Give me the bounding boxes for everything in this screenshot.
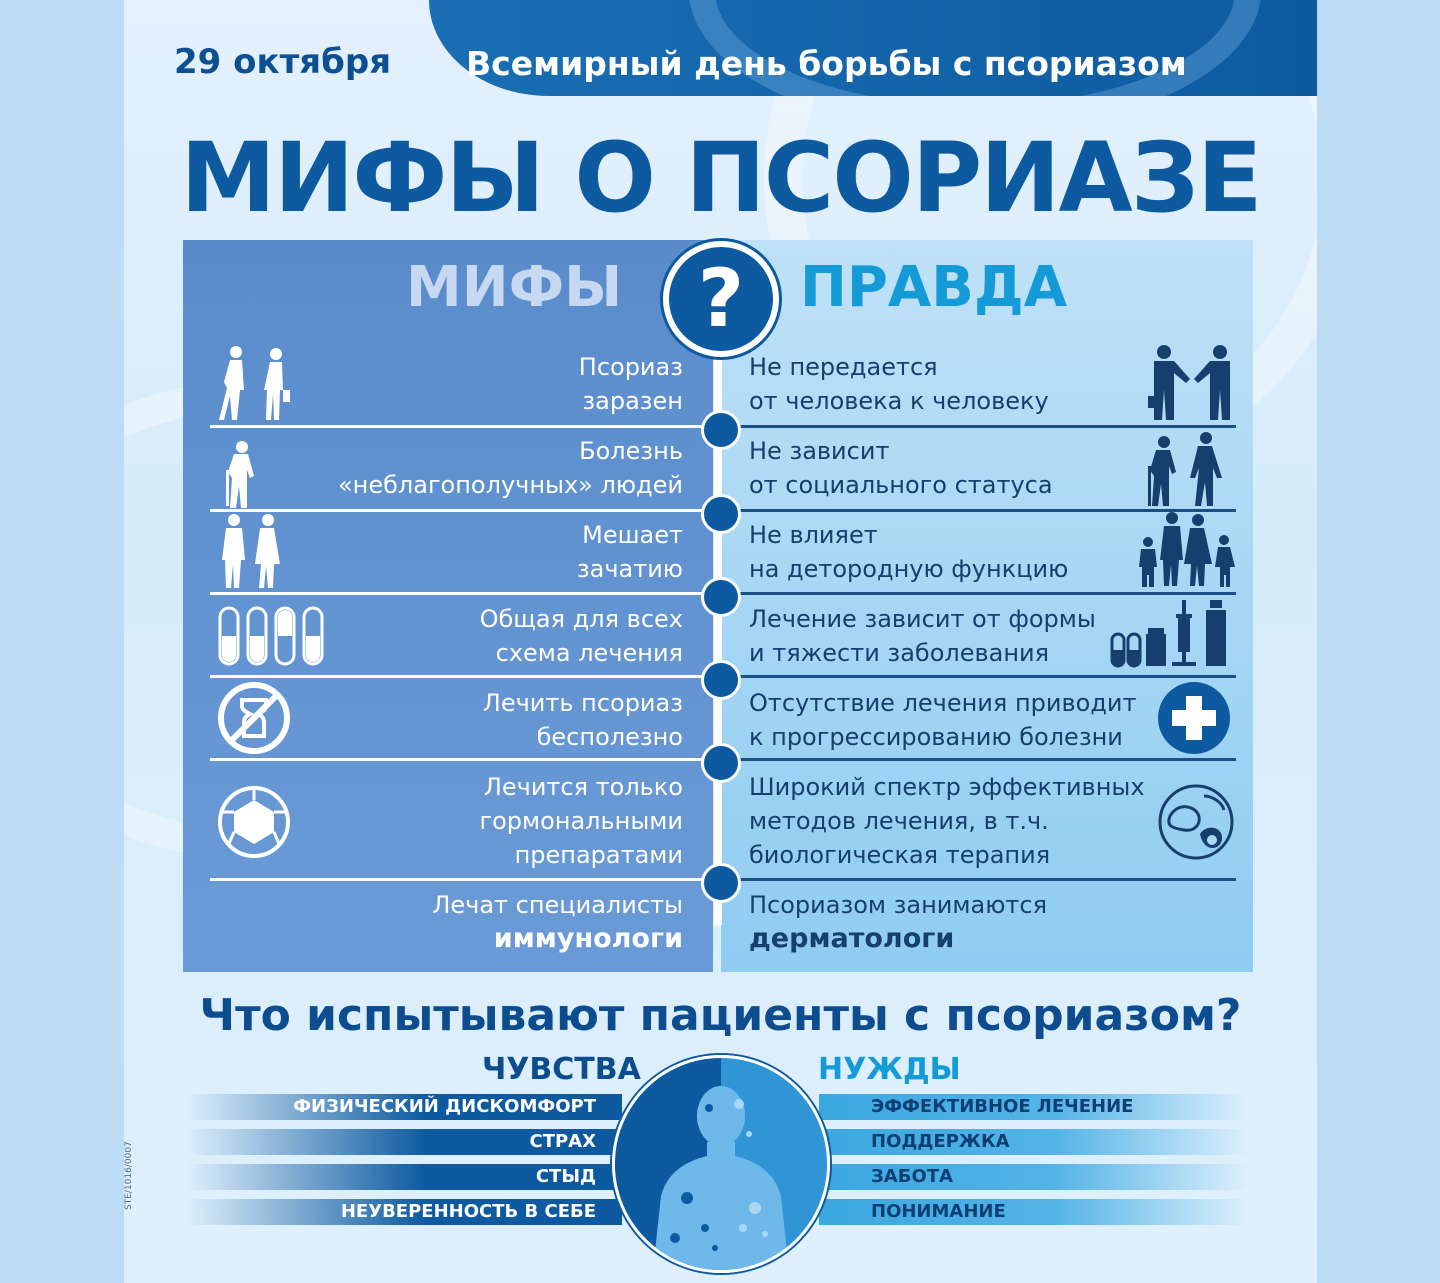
row-separator <box>210 758 710 761</box>
feeling-bar: СТРАХ <box>186 1129 622 1155</box>
truth-text: Не влияет на детородную функцию <box>749 521 1069 583</box>
myth-text: Болезнь «неблагополучных» людей <box>337 437 683 499</box>
patients-question: Что испытывают пациенты с псориазом? <box>199 990 1242 1041</box>
row-separator <box>728 425 1236 428</box>
row-separator <box>728 878 1236 881</box>
truth-text: Лечение зависит от формы и тяжести заболевания <box>749 605 1096 667</box>
timeline-dot <box>701 577 741 617</box>
feeling-bar: НЕУВЕРЕННОСТЬ В СЕБЕ <box>186 1199 622 1225</box>
hormone-molecule-icon <box>216 784 292 860</box>
row-separator <box>210 592 710 595</box>
couple-icon <box>216 512 286 590</box>
people-walking-icon <box>1142 432 1238 508</box>
row-separator <box>210 675 710 678</box>
elderly-person-icon <box>216 440 276 510</box>
myth-text: Лечить псориаз бесполезно <box>482 689 683 751</box>
row-separator <box>728 675 1236 678</box>
need-bar: ПОДДЕРЖКА <box>819 1129 1249 1155</box>
feelings-heading: ЧУВСТВА <box>482 1052 641 1087</box>
timeline-dot <box>701 494 741 534</box>
capsules-icon <box>216 606 326 668</box>
medications-icon <box>1110 598 1234 670</box>
myths-heading: МИФЫ <box>406 255 623 320</box>
need-bar: ПОНИМАНИЕ <box>819 1199 1249 1225</box>
main-title: МИФЫ О ПСОРИАЗЕ <box>180 122 1261 234</box>
feeling-bar: СТЫД <box>186 1164 622 1190</box>
timeline-dot <box>701 863 741 903</box>
needs-heading: НУЖДЫ <box>818 1052 961 1087</box>
no-medicine-icon <box>216 680 292 756</box>
myth-text: Лечится только гормональными препаратами <box>479 773 683 869</box>
truth-text: Не передается от человека к человеку <box>749 353 1049 415</box>
truth-heading: ПРАВДА <box>800 255 1068 320</box>
header-event: Всемирный день борьбы с псориазом <box>466 44 1187 83</box>
myth-text: Лечат специалисты иммунологи <box>432 891 683 954</box>
medical-cross-icon <box>1156 680 1232 756</box>
need-bar: ЗАБОТА <box>819 1164 1249 1190</box>
need-bar: ЭФФЕКТИВНОЕ ЛЕЧЕНИЕ <box>819 1094 1249 1120</box>
myth-text: Псориаз заразен <box>578 353 683 415</box>
row-separator <box>210 878 710 881</box>
timeline-dot <box>701 410 741 450</box>
myth-text: Мешает зачатию <box>576 521 683 583</box>
truth-text: Псориазом занимаются дерматологи <box>749 891 1048 954</box>
myth-text: Общая для всех схема лечения <box>479 605 683 667</box>
row-separator <box>728 592 1236 595</box>
side-code: STE/1016/0007 <box>124 1141 134 1210</box>
poster <box>124 0 1317 1283</box>
walking-people-icon <box>216 344 296 424</box>
cell-icon <box>1156 782 1236 862</box>
row-separator <box>210 425 710 428</box>
row-separator <box>728 758 1236 761</box>
family-icon <box>1136 512 1236 588</box>
timeline-dot <box>701 743 741 783</box>
question-mark-icon: ? <box>663 241 779 357</box>
feeling-bar: ФИЗИЧЕСКИЙ ДИСКОМФОРТ <box>186 1094 622 1120</box>
patient-silhouette-icon <box>612 1055 830 1273</box>
header-date: 29 октября <box>174 42 392 82</box>
truth-text: Широкий спектр эффективных методов лечения, в т.ч. биологическая терапия <box>749 773 1145 869</box>
timeline-dot <box>701 660 741 700</box>
handshake-icon <box>1146 344 1238 424</box>
truth-text: Отсутствие лечения приводит к прогрессированию болезни <box>749 689 1137 751</box>
truth-text: Не зависит от социального статуса <box>749 437 1053 499</box>
